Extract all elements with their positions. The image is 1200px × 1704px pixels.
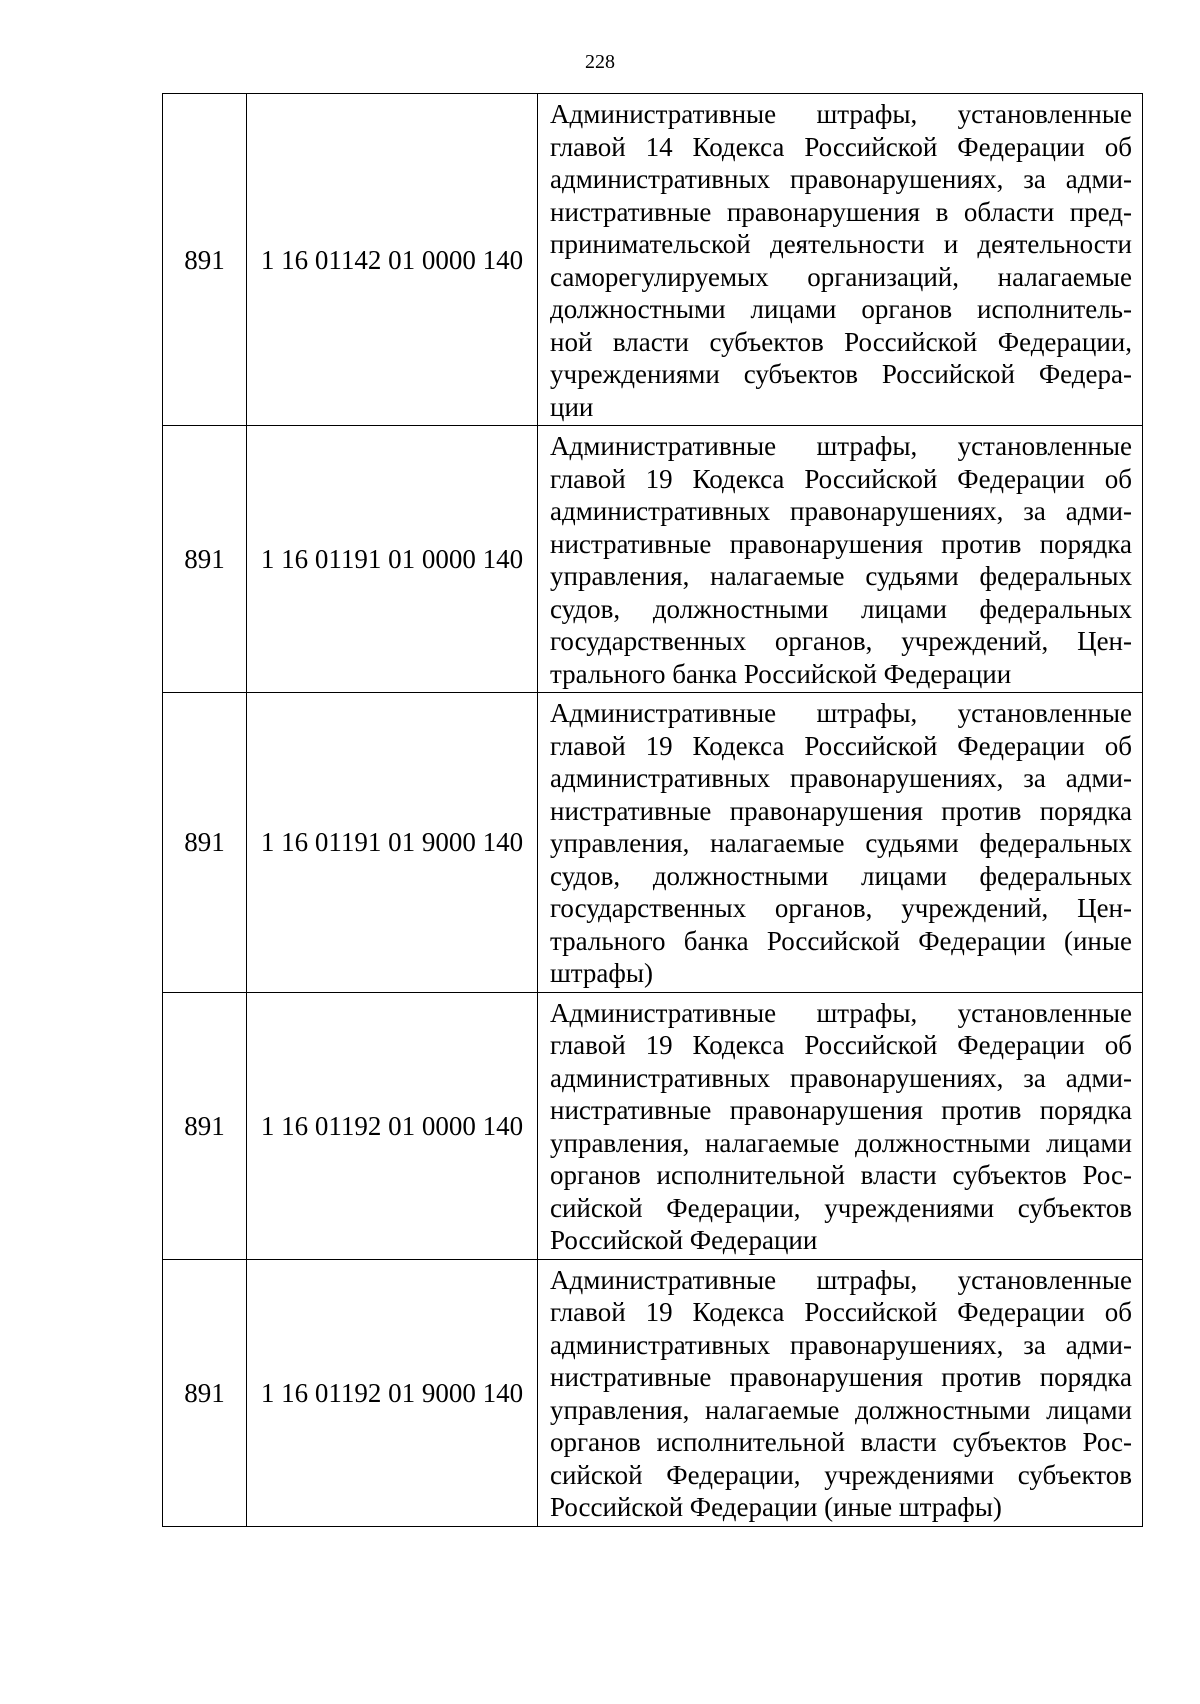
description-line: нистративные правонарушения против порядка <box>550 795 1132 826</box>
table-row <box>163 992 1143 1259</box>
description-line: главой 19 Кодекса Российской Федерации об <box>550 1030 1132 1060</box>
description-line: нистративные правонарушения в области пред- <box>550 196 1132 227</box>
description-line: административных правонарушениях, за адми- <box>550 1329 1132 1360</box>
description-line: административных правонарушениях, за адми- <box>550 1062 1132 1093</box>
description-line: судов, должностными лицами федеральных <box>550 593 1132 624</box>
description-cell <box>538 1259 1143 1526</box>
description-line: судов, должностными лицами федеральных <box>550 860 1132 891</box>
kbk-code-cell: 1 16 01191 01 9000 140 <box>247 693 538 993</box>
admin-code-cell: 891 <box>163 693 247 993</box>
kbk-code-cell: 1 16 01192 01 0000 140 <box>247 992 538 1259</box>
kbk-code-cell: 1 16 01191 01 0000 140 <box>247 426 538 693</box>
description-line: ной власти субъектов Российской Федерации, <box>550 326 1132 357</box>
description-line: главой 19 Кодекса Российской Федерации об <box>550 730 1132 761</box>
table-body <box>163 94 1143 1527</box>
description-line: главой 19 Кодекса Российской Федерации об <box>550 463 1132 494</box>
description-line: управления, налагаемые судьями федеральных <box>550 561 1132 591</box>
description-line: должностными лицами органов исполнитель- <box>550 294 1132 324</box>
description-line: нистративные правонарушения против порядка <box>550 528 1132 559</box>
admin-code-cell: 891 <box>163 992 247 1259</box>
table-row <box>163 1259 1143 1526</box>
description-line: управления, налагаемые судьями федеральных <box>550 828 1132 858</box>
description-line: главой 19 Кодекса Российской Федерации об <box>550 1297 1132 1327</box>
table-row <box>163 693 1143 993</box>
description-line: принимательской деятельности и деятельности <box>550 229 1132 259</box>
description-cell <box>538 94 1143 426</box>
description-line: органов исполнительной власти субъектов Рос- <box>550 1160 1132 1190</box>
description-line: Административные штрафы, установленные <box>550 1264 1132 1295</box>
description-line: Российской Федерации <box>550 1225 818 1255</box>
description-line: трального банка Российской Федерации <box>550 658 1012 689</box>
description-line: управления, налагаемые должностными лицами <box>550 1394 1132 1425</box>
description-line: административных правонарушениях, за адми- <box>550 164 1132 194</box>
admin-code-cell: 891 <box>163 94 247 426</box>
admin-code-cell: 891 <box>163 426 247 693</box>
description-line: учреждениями субъектов Российской Федера- <box>550 359 1132 389</box>
description-line: Административные штрафы, установленные <box>550 99 1132 129</box>
description-line: управления, налагаемые должностными лицами <box>550 1127 1132 1158</box>
description-line: нистративные правонарушения против порядка <box>550 1095 1132 1125</box>
description-line: саморегулируемых организаций, налагаемые <box>550 261 1132 292</box>
budget-code-table <box>162 93 1143 1527</box>
description-line: административных правонарушениях, за адми- <box>550 496 1132 526</box>
description-line: Административные штрафы, установленные <box>550 698 1132 728</box>
description-cell <box>538 426 1143 693</box>
description-line: административных правонарушениях, за адми- <box>550 763 1132 793</box>
description-line: сийской Федерации, учреждениями субъектов <box>550 1192 1132 1223</box>
description-line: главой 14 Кодекса Российской Федерации об <box>550 131 1132 162</box>
description-cell <box>538 693 1143 993</box>
table-row <box>163 94 1143 426</box>
description-line: штрафы) <box>550 958 654 988</box>
description-line: Административные штрафы, установленные <box>550 431 1132 461</box>
description-line: Российской Федерации (иные штрафы) <box>550 1492 1002 1522</box>
kbk-code-cell: 1 16 01142 01 0000 140 <box>247 94 538 426</box>
description-line: Административные штрафы, установленные <box>550 997 1132 1028</box>
description-line: государственных органов, учреждений, Цен- <box>550 893 1132 923</box>
description-line: трального банка Российской Федерации (иные <box>550 925 1132 956</box>
kbk-code-cell: 1 16 01192 01 9000 140 <box>247 1259 538 1526</box>
description-line: органов исполнительной власти субъектов Рос- <box>550 1427 1132 1457</box>
description-line: государственных органов, учреждений, Цен- <box>550 626 1132 656</box>
description-cell <box>538 992 1143 1259</box>
description-line: сийской Федерации, учреждениями субъектов <box>550 1459 1132 1490</box>
description-line: нистративные правонарушения против порядка <box>550 1362 1132 1392</box>
description-line: ции <box>550 391 594 422</box>
admin-code-cell: 891 <box>163 1259 247 1526</box>
page-number: 228 <box>585 51 615 73</box>
table-row <box>163 426 1143 693</box>
